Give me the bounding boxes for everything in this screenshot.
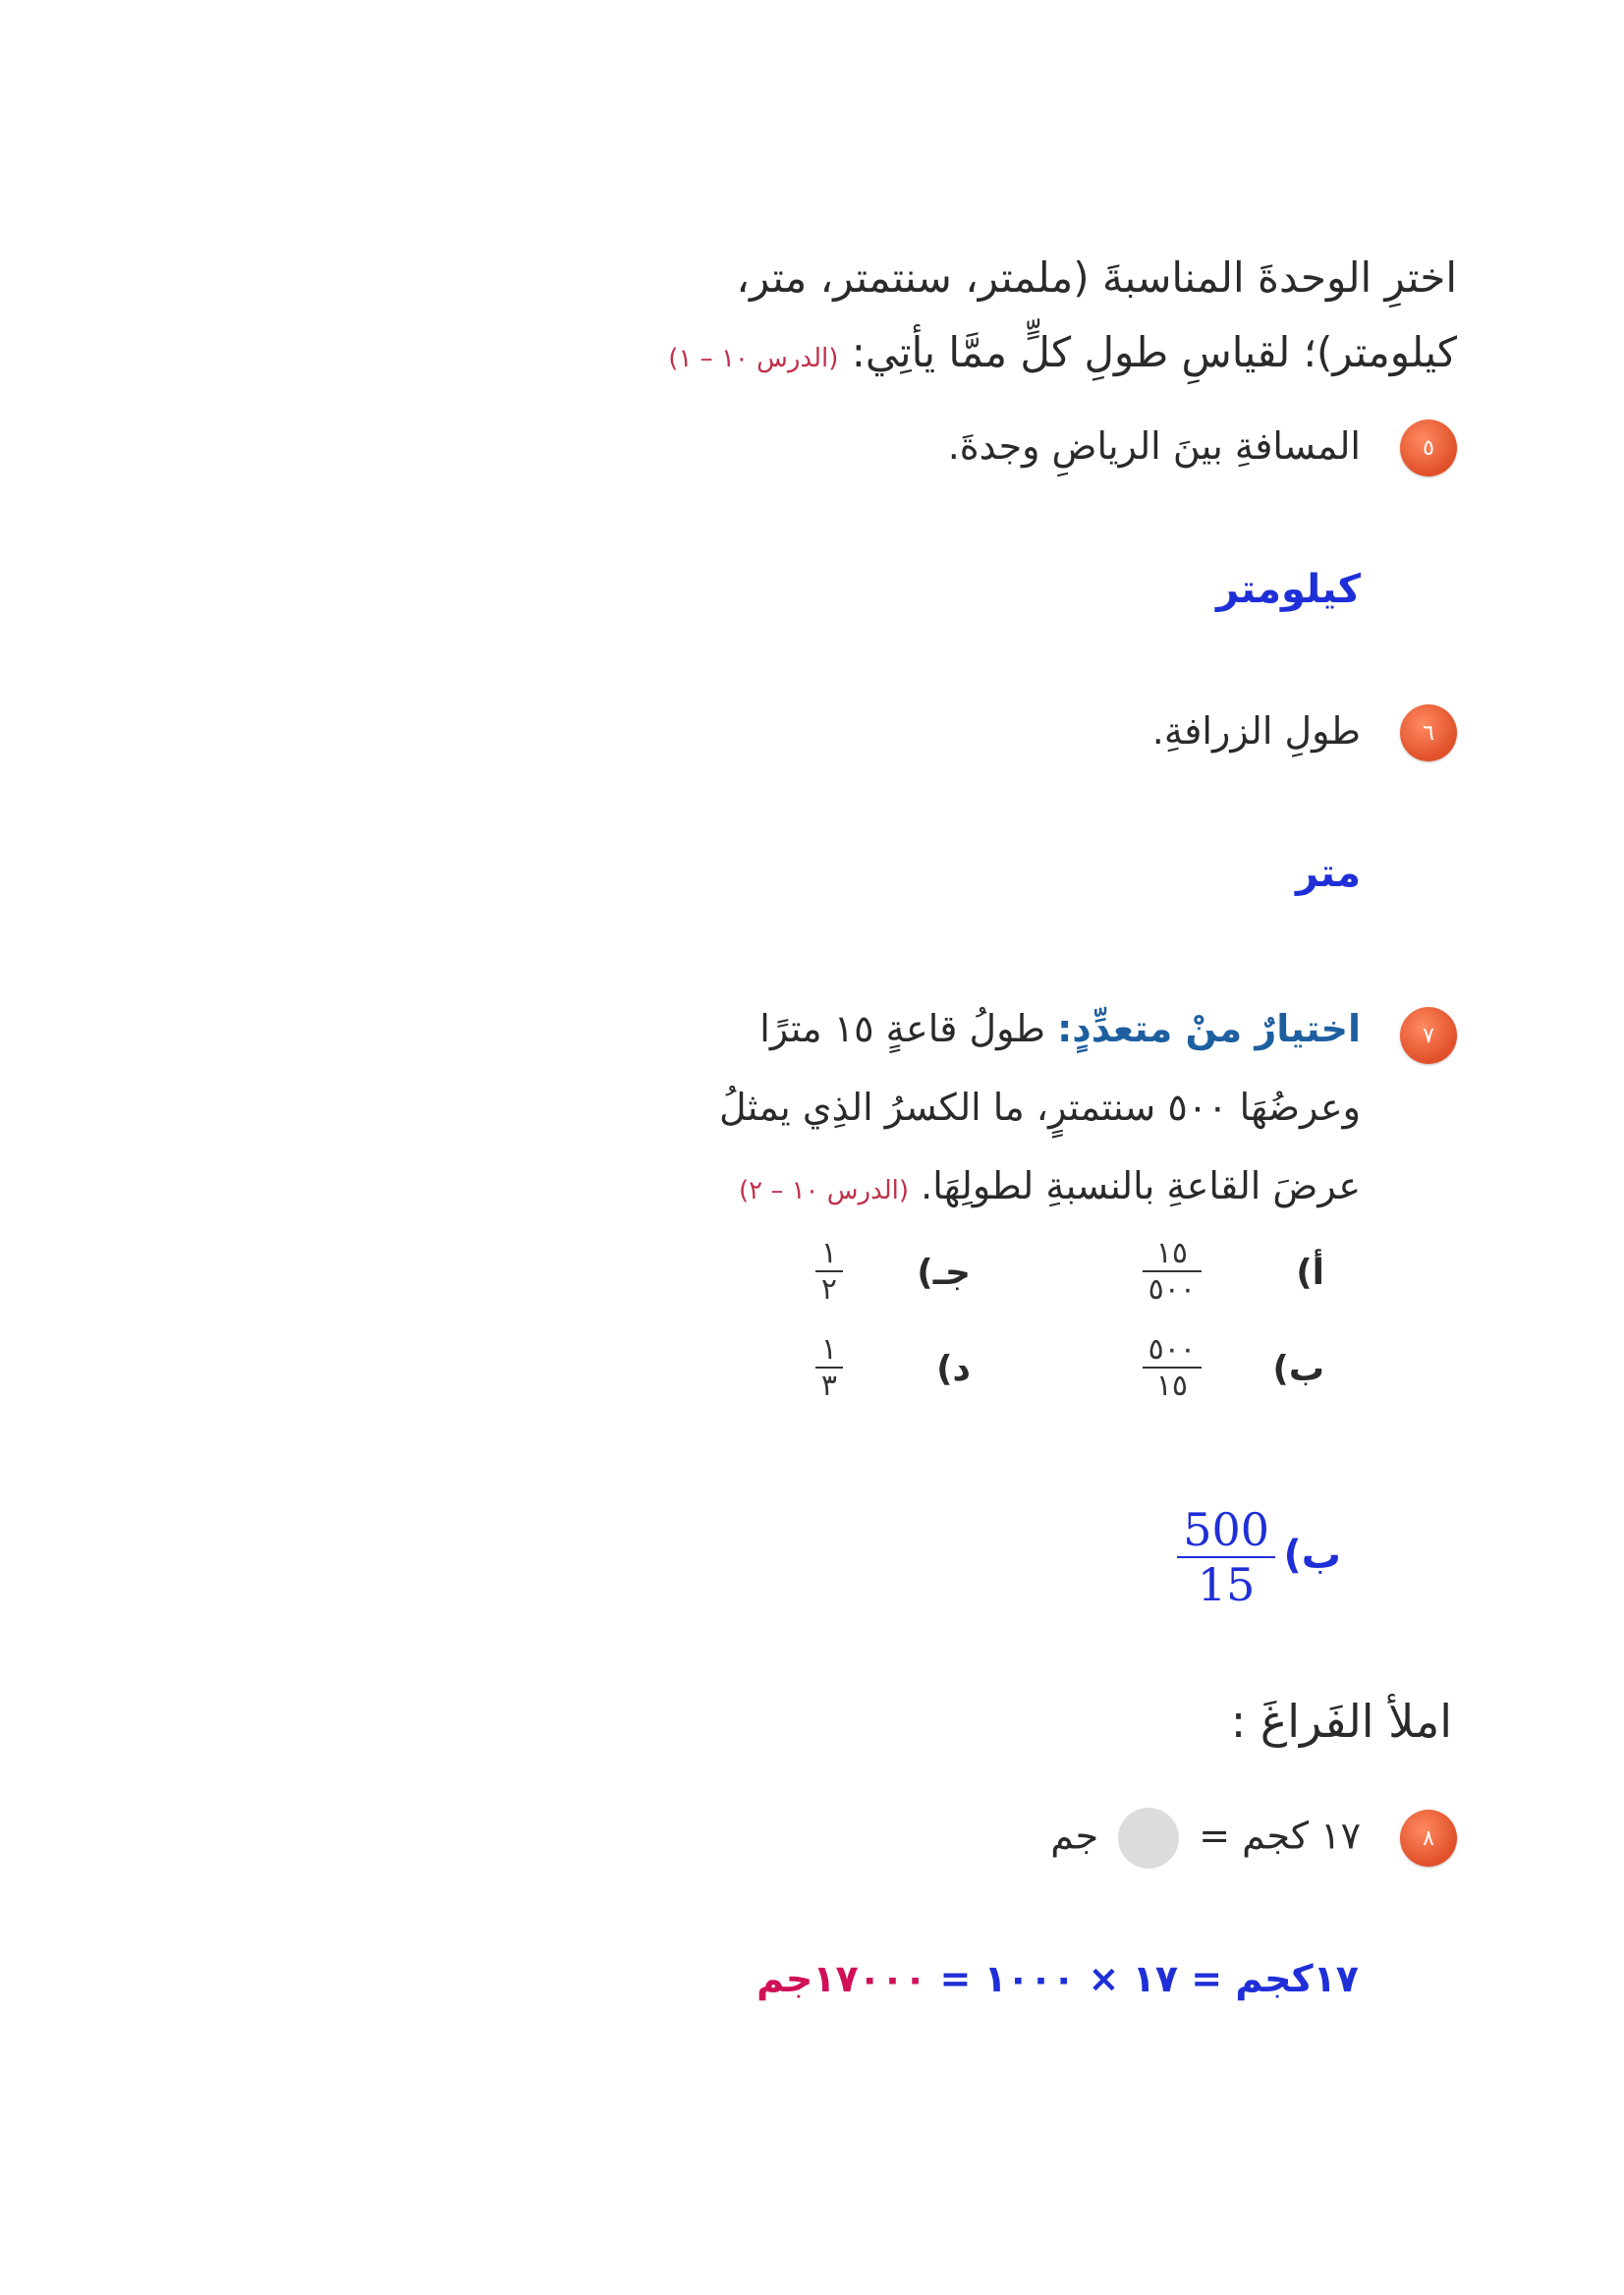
question-6-number: ٦ xyxy=(1423,720,1434,746)
question-5-text: المسافةِ بينَ الرياضِ وجدةَ. xyxy=(947,424,1361,468)
option-a-fraction xyxy=(1143,1236,1202,1307)
question-7-number: ٧ xyxy=(1423,1023,1434,1048)
instructions xyxy=(573,241,1457,396)
fill-blank-heading: املأ الفَراغَ : xyxy=(1230,1695,1452,1748)
option-d-denominator: ٣ xyxy=(820,1369,837,1403)
question-8-text xyxy=(1050,1808,1361,1869)
instructions-line-1: اخترِ الوحدةَ المناسبةَ (ملمتر، سنتمتر، متر، xyxy=(736,253,1457,302)
option-d-label: د) xyxy=(936,1349,971,1389)
option-b-numerator: ٥٠٠ xyxy=(1148,1332,1196,1367)
question-6-badge xyxy=(1400,704,1457,761)
question-5-answer: كيلومتر xyxy=(1216,567,1361,612)
answer-numerator: 500 xyxy=(1183,1503,1269,1556)
question-7-line-3 xyxy=(739,1164,1361,1207)
option-c-numerator: ١ xyxy=(820,1236,837,1270)
option-c-fraction xyxy=(815,1236,843,1307)
option-a-numerator: ١٥ xyxy=(1155,1236,1188,1270)
lesson-ref-1: (الدرس ١٠ – ١) xyxy=(668,344,839,373)
question-7-badge xyxy=(1400,1007,1457,1064)
question-7-line-3-text: عرضَ القاعةِ بالنسبةِ لطولِهَا. xyxy=(921,1164,1361,1207)
question-5-number: ٥ xyxy=(1423,435,1434,461)
question-8-right: جم xyxy=(1050,1814,1099,1858)
instructions-line-2 xyxy=(573,315,1457,396)
option-b-fraction xyxy=(1143,1332,1202,1403)
question-8-badge xyxy=(1400,1810,1457,1867)
option-b-denominator: ١٥ xyxy=(1155,1369,1188,1403)
question-8-left: ١٧ كجم = xyxy=(1199,1814,1361,1858)
multiple-choice-heading: اختيارٌ منْ متعدِّدٍ: xyxy=(1057,1007,1361,1050)
question-7-answer-fraction xyxy=(1177,1503,1275,1611)
option-c-label: جـ) xyxy=(917,1253,971,1293)
question-6-text: طولِ الزرافةِ. xyxy=(1151,709,1361,753)
option-d-numerator: ١ xyxy=(820,1332,837,1367)
option-d-fraction xyxy=(815,1332,843,1403)
question-5-badge xyxy=(1400,420,1457,476)
question-8-answer xyxy=(756,1957,1359,2000)
question-8-answer-result: ١٧٠٠٠جم xyxy=(756,1957,927,2000)
question-8-number: ٨ xyxy=(1423,1825,1434,1851)
question-7-line-1 xyxy=(759,1007,1361,1050)
option-a-denominator: ٥٠٠ xyxy=(1148,1272,1196,1307)
option-b-label: ب) xyxy=(1272,1349,1324,1389)
option-c-denominator: ٢ xyxy=(820,1272,837,1307)
blank-circle[interactable] xyxy=(1118,1808,1179,1869)
question-7-answer-label: ب) xyxy=(1283,1533,1341,1578)
instructions-line-2-text: كيلومتر)؛ لقياسِ طولِ كلٍّ ممَّا يأتِي: xyxy=(851,328,1457,376)
question-7-line-1-text: طولُ قاعةٍ ١٥ مترًا xyxy=(759,1007,1045,1050)
lesson-ref-2: (الدرس ١٠ – ٢) xyxy=(738,1176,910,1205)
question-7-line-2: وعرضُهَا ٥٠٠ سنتمترٍ، ما الكسرُ الذِي يمثلُ xyxy=(718,1086,1361,1129)
option-a-label: أ) xyxy=(1296,1253,1324,1293)
question-8-answer-work: ١٧كجم = ١٧ × ١٠٠٠ = xyxy=(939,1957,1359,2000)
answer-denominator: 15 xyxy=(1197,1558,1256,1611)
question-6-answer: متر xyxy=(1296,851,1361,896)
